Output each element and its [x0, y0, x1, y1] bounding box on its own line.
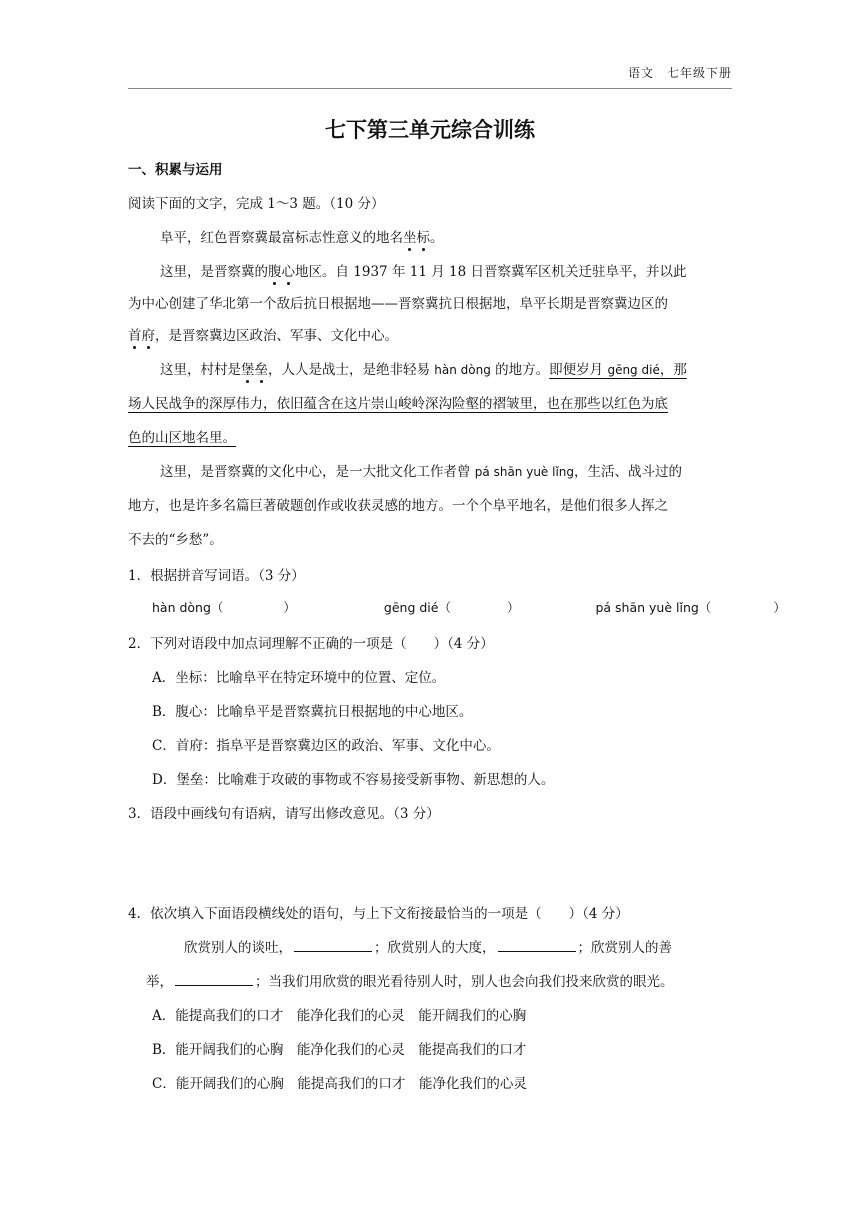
text-run: ，是晋察冀边区政治、军事、文化中心。 — [155, 328, 398, 344]
underlined-sentence-line: 场人民战争的深厚伟力，依旧蕴含在这片崇山峻岭深沟险壑的褶皱里，也在那些以红色为底 — [128, 396, 668, 412]
question-1-stem: 1．根据拼音写词语。（3 分） — [128, 568, 305, 584]
dotted-char: 垒 — [255, 358, 269, 378]
passage-line: 不去的“乡愁”。 — [128, 532, 223, 548]
text-run: 这里，是晋察冀的 — [160, 264, 268, 280]
dotted-char: 坐 — [403, 226, 417, 246]
question-3-answer-area[interactable] — [128, 828, 732, 888]
page-title: 七下第三单元综合训练 — [325, 118, 535, 142]
text-run: 的地方。 — [490, 362, 550, 378]
question-4-text-line-1 — [184, 936, 732, 956]
passage-paragraph-4 — [160, 460, 732, 480]
passage-line — [128, 324, 732, 344]
dotted-char: 堡 — [241, 358, 255, 378]
header-grade: 七年级下册 — [666, 66, 732, 80]
passage-line: 为中心创建了华北第一个敌后抗日根据地——晋察冀抗日根据地，阜平长期是晋察冀边区的 — [128, 296, 668, 312]
pinyin-text: gēng dié — [607, 363, 660, 377]
section-heading: 一、积累与运用 — [128, 162, 223, 178]
text-run: 这里，是晋察冀的文化中心，是一大批文化工作者曾 — [160, 464, 475, 480]
passage-paragraph-3 — [160, 358, 732, 378]
question-2-option-d: D．堡垒：比喻难于攻破的事物或不容易接受新事物、新思想的人。 — [152, 772, 555, 788]
closing-paren: ） — [506, 600, 520, 615]
underlined-sentence-line: 色的山区地名里。 — [128, 430, 236, 446]
question-2-option-a: A．坐标：比喻阜平在特定环境中的位置、定位。 — [152, 670, 446, 686]
text-run: 。 — [430, 230, 444, 246]
text-run: ；当我们用欣赏的眼光看待别人时，别人也会向我们投来欣赏的眼光。 — [255, 974, 674, 990]
text-run: 即便岁月 — [549, 362, 608, 378]
text-run: 地区。自 1937 年 11 月 18 日晋察冀军区机关迁驻阜平，并以此 — [295, 264, 687, 280]
question-4-option-c: C．能开阔我们的心胸 能提高我们的口才 能净化我们的心灵 — [152, 1076, 527, 1092]
pinyin-text: hàn dòng — [434, 363, 491, 377]
dotted-char: 府 — [142, 324, 156, 344]
question-4-text-line-2 — [146, 970, 732, 990]
dotted-char: 首 — [128, 324, 142, 344]
fill-blank[interactable] — [498, 939, 576, 952]
dotted-char: 标 — [417, 226, 431, 246]
text-run: 阜平，红色晋察冀最富标志性意义的地名 — [160, 230, 403, 246]
question-4-option-a: A．能提高我们的口才 能净化我们的心灵 能开阔我们的心胸 — [152, 1008, 527, 1024]
text-run: 这里，村村是 — [160, 362, 241, 378]
pinyin-prompt: pá shān yuè lǐng（ — [595, 600, 712, 615]
closing-paren: ） — [773, 600, 786, 615]
pinyin-text: pá shān yuè lǐng — [474, 465, 575, 479]
text-run: 欣赏别人的谈吐， — [184, 940, 292, 956]
text-run: ，生活、战斗过的 — [574, 464, 683, 480]
question-2-option-c: C．首府：指阜平是晋察冀边区的政治、军事、文化中心。 — [152, 738, 500, 754]
question-4-stem: 4．依次填入下面语段横线处的语句，与上下文衔接最恰当的一项是（ ）（4 分） — [128, 906, 629, 922]
text-run: ，人人是战士，是绝非轻易 — [268, 362, 435, 378]
closing-paren: ） — [283, 600, 296, 615]
underlined-sentence — [549, 362, 687, 378]
header-divider — [128, 88, 732, 89]
text-run: ；欣赏别人的善 — [577, 940, 672, 956]
intro-line: 阅读下面的文字，完成 1～3 题。（10 分） — [128, 196, 385, 212]
dotted-char: 心 — [282, 260, 296, 280]
passage-line: 地方，也是许多名篇巨著破题创作或收获灵感的地方。一个个阜平地名，是他们很多人挥之 — [128, 498, 668, 514]
text-run: 举， — [146, 974, 173, 990]
pinyin-prompt: gēng dié（ — [383, 600, 451, 615]
question-1-pinyin-row — [152, 598, 786, 616]
passage-paragraph-1 — [160, 226, 732, 246]
question-4-option-b: B．能开阔我们的心胸 能净化我们的心灵 能提高我们的口才 — [152, 1042, 527, 1058]
question-2-stem: 2．下列对语段中加点词理解不正确的一项是（ ）（4 分） — [128, 636, 494, 652]
page-header — [628, 64, 732, 81]
header-subject: 语文 — [627, 66, 654, 80]
passage-paragraph-2 — [160, 260, 732, 280]
pinyin-prompt: hàn dòng（ — [152, 600, 224, 615]
question-2-option-b: B．腹心：比喻阜平是晋察冀抗日根据地的中心地区。 — [152, 704, 473, 720]
text-run: ；欣赏别人的大度， — [374, 940, 496, 956]
fill-blank[interactable] — [294, 939, 372, 952]
question-3-stem: 3．语段中画线句有语病，请写出修改意见。（3 分） — [128, 806, 440, 822]
dotted-char: 腹 — [268, 260, 282, 280]
fill-blank[interactable] — [175, 973, 253, 986]
text-run: ，那 — [659, 362, 687, 378]
